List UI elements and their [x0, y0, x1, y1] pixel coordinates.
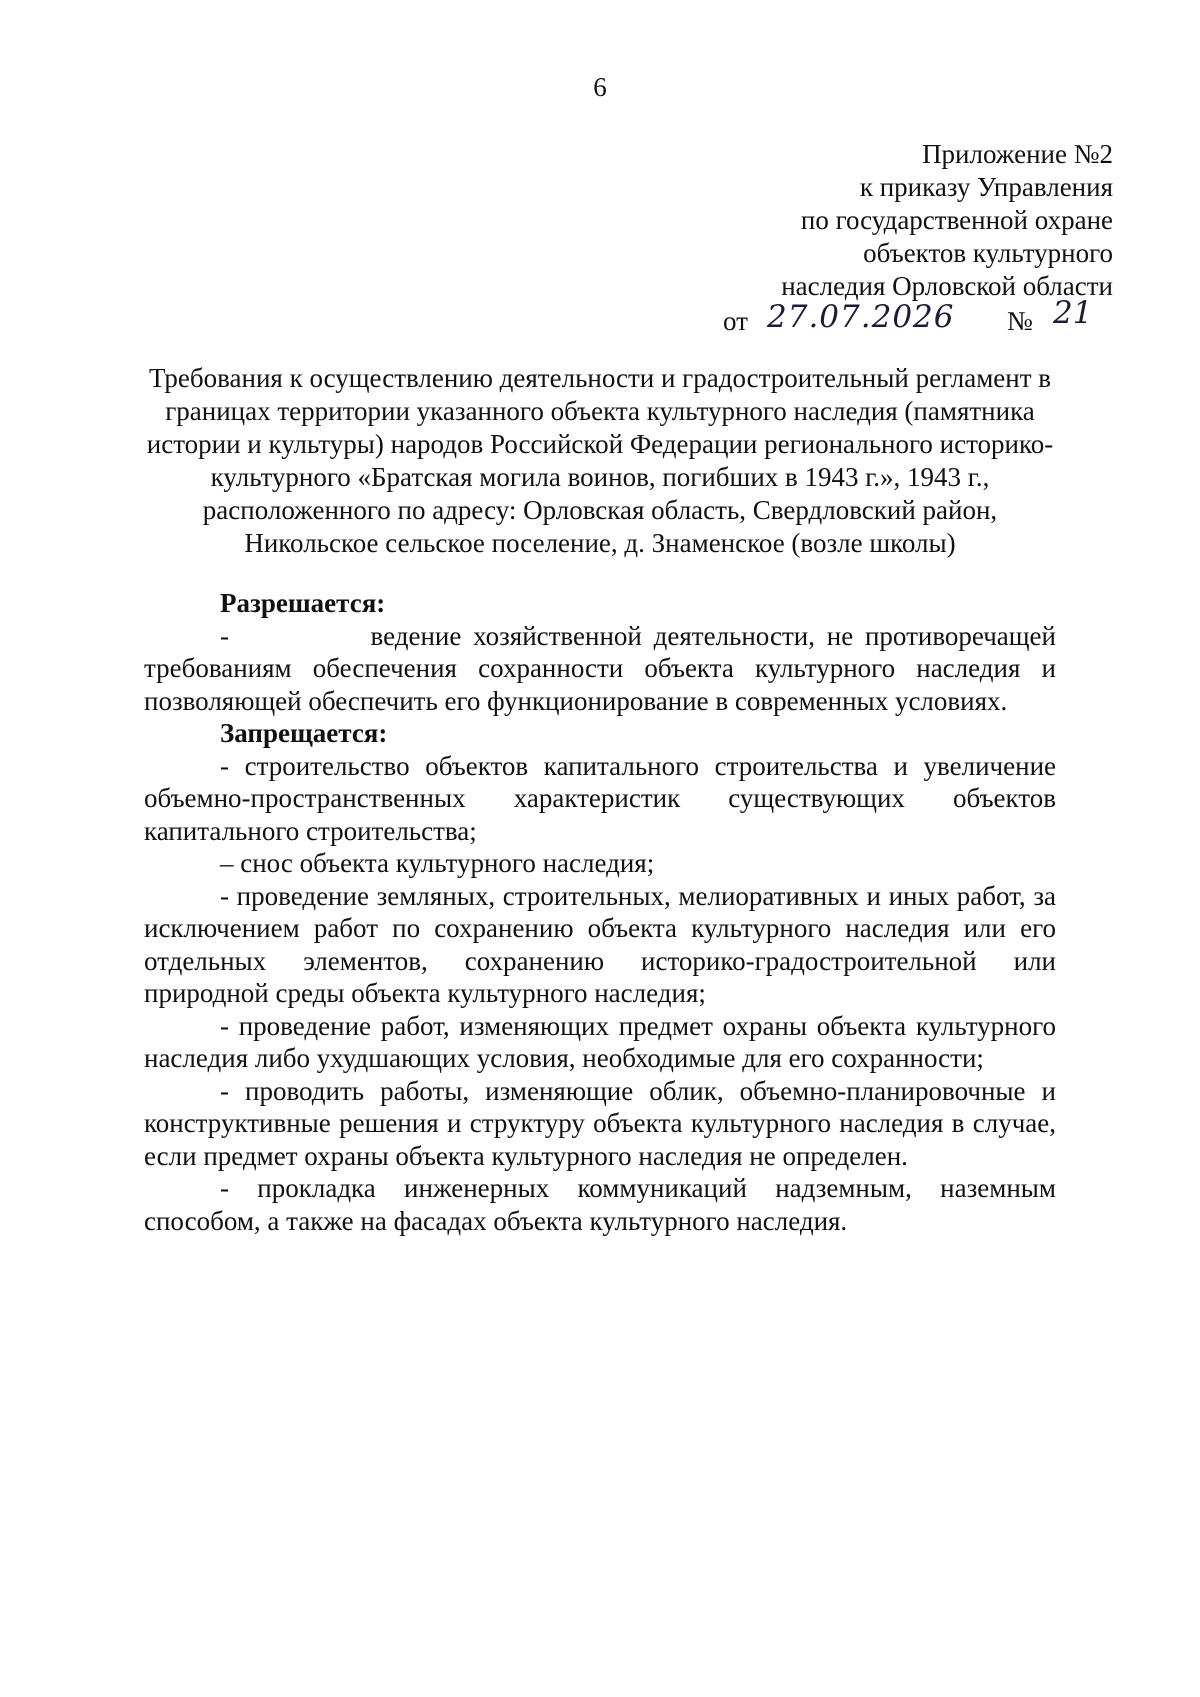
prohibited-heading: Запрещается: — [220, 718, 388, 748]
title-line: Никольское сельское поселение, д. Знаменское (возле школы) — [244, 528, 956, 558]
appendix-line: объектов культурного — [863, 238, 1113, 268]
document-title — [140, 362, 1060, 560]
order-date-number-line — [723, 295, 1113, 343]
prohibited-item: - проведение земляных, строительных, мелиоративных и иных работ, за исключением работ по сохранению объекта культурного наследия или его отдельных элементов, сохранению историко-градостроительной или природной среды объекта культурного наследия; — [144, 880, 1056, 1008]
title-line: границах территории указанного объекта культурного наследия (памятника — [165, 396, 1035, 426]
appendix-line: Приложение №2 — [922, 139, 1113, 169]
allowed-item-text: ведение хозяйственной деятельности, не противоречащей требованиям обеспечения сохранности объекта культурного наследия и позволяющей обеспечить его функционирование в современных условиях. — [144, 620, 1056, 716]
appendix-line: к приказу Управления — [859, 172, 1113, 202]
appendix-line: наследия Орловской области — [781, 271, 1113, 301]
from-label: от — [723, 306, 748, 336]
allowed-dash: - — [220, 620, 229, 651]
page-number: 6 — [593, 72, 607, 102]
appendix-line: по государственной охране — [800, 205, 1113, 235]
title-line: расположенного по адресу: Орловская область, Свердловский район, — [202, 495, 998, 525]
allowed-item — [144, 620, 1056, 718]
prohibited-item: - прокладка инженерных коммуникаций надземным, наземным способом, а также на фасадах объекта культурного наследия. — [144, 1173, 1056, 1236]
handwritten-date: 27.07.2026 — [767, 299, 955, 335]
prohibited-item: - строительство объектов капитального строительства и увеличение объемно-пространственных характеристик существующих объектов капитального строительства; — [144, 750, 1056, 846]
number-label: № — [1007, 306, 1033, 336]
handwritten-order-number: 21 — [1053, 295, 1093, 331]
prohibited-item: – снос объекта культурного наследия; — [220, 848, 655, 878]
allowed-heading: Разрешается: — [220, 588, 386, 618]
prohibited-item: - проведение работ, изменяющих предмет охраны объекта культурного наследия либо ухудшающих условия, необходимые для его сохранности; — [144, 1010, 1056, 1073]
regulation-body — [144, 587, 1056, 1237]
title-line: истории и культуры) народов Российской Федерации регионального историко- — [146, 429, 1054, 459]
prohibited-item: - проводить работы, изменяющие облик, объемно-планировочные и конструктивные решения и структуру объекта культурного наследия в случае, если предмет охраны объекта культурного наследия не определен. — [144, 1075, 1056, 1171]
title-line: культурного «Братская могила воинов, погибших в 1943 г.», 1943 г., — [210, 462, 990, 492]
appendix-header — [723, 138, 1113, 343]
title-line: Требования к осуществлению деятельности и градостроительный регламент в — [148, 363, 1052, 393]
